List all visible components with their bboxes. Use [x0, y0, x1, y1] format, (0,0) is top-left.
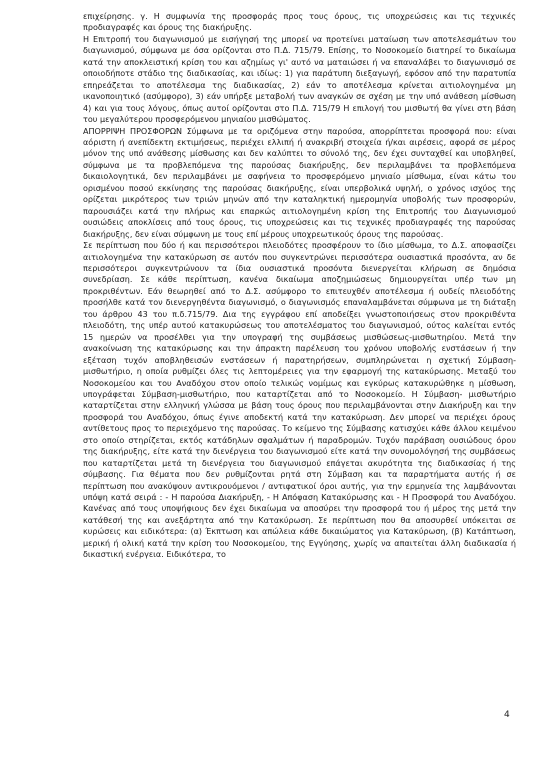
page-number: 4	[504, 710, 510, 720]
document-body	[83, 11, 516, 561]
paragraph-award-contract: Σε περίπτωση που δύο ή και περισσότεροι πλειοδότες προσφέρουν το ίδιο μίσθωμα, το Δ.Σ. αποφασίζει αιτιολογημένα την κατακύρωση σε αυτόν που συγκεντρώνει περισσότερα ουσιαστικά προσόντα, αν δε περισσότεροι συγκεντρώνουν τα ίδια ουσιαστικά προσόντα διενεργείται κλήρωση σε δημόσια συνεδρίαση. Σε κάθε περίπτωση, κανένα δικαίωμα αποζημιώσεως δημιουργείται υπέρ των μη προκριθέντων. Εάν θεωρηθεί από το Δ.Σ. ασύμφορο το επιτευχθέν αποτέλεσμα ή ουδείς πλειοδότης προσήλθε κατά τον διενεργηθέντα διαγωνισμό, ο διαγωνισμός επαναλαμβάνεται σύμφωνα με τη διάταξη του άρθρου 43 του π.δ.715/79. Δια της εγγράφου επί αποδείξει γνωστοποιήσεως στον προκριθέντα πλειοδότη, της υπέρ αυτού κατακυρώσεως του αποτελέσματος του διαγωνισμού, ούτος καλείται εντός 15 ημερών να προσέλθει για την υπογραφή της συμβάσεως μισθώσεως-μισθωτηρίου. Μετά την ανακοίνωση της κατακύρωσης και την άπρακτη παρέλευση του χρόνου υποβολής ενστάσεων ή την εξέταση τυχόν αποβληθεισών ενστάσεων ή παρατηρήσεων, συμπληρώνεται η σχετική Σύμβαση- μισθωτήριο, η οποία ρυθμίζει όλες τις λεπτομέρειες για την εφαρμογή της κατακύρωσης. Μεταξύ του Νοσοκομείου και του Αναδόχου στον οποίο τελικώς νομίμως και εγκύρως κατακυρώθηκε η μίσθωση, υπογράφεται Σύμβαση-μισθωτήριο, που καταρτίζεται από το Νοσοκομείο. Η Σύμβαση- μισθωτήριο καταρτίζεται στην ελληνική γλώσσα με βάση τους όρους που περιλαμβάνονται στην Διακήρυξη και την προσφορά του Αναδόχου, όπως έγινε αποδεκτή κατά την κατακύρωση. Δεν μπορεί να περιέχει όρους αντίθετους προς το περιεχόμενο της παρούσας. Το κείμενο της Σύμβασης κατισχύει κάθε άλλου κειμένου στο οποίο στηρίζεται, εκτός κατάδηλων σφαλμάτων ή παραδρομών. Τυχόν παράβαση ουσιώδους όρου της διακήρυξης, είτε κατά την διενέργεια του διαγωνισμού είτε κατά την συνομολόγησή της συμβάσεως που καταρτίζεται μετά τη διενέργεια του διαγωνισμού επάγεται ακυρότητα της διαδικασίας ή της σύμβασης. Για θέματα που δεν ρυθμίζονται ρητά στη Σύμβαση και τα παραρτήματα αυτής ή σε περίπτωση που ανακύψουν αντικρουόμενοι / αντιφατικοί όροι αυτής, για την ερμηνεία της λαμβάνονται υπόψη κατά σειρά : - Η παρούσα Διακήρυξη, - Η Απόφαση Κατακύρωσης και - Η Προσφορά του Αναδόχου. Κανένας από τους υποψήφιους δεν έχει δικαίωμα να αποσύρει την προσφορά του ή μέρος της μετά την κατάθεσή της και ανεξάρτητα από την Κατακύρωση. Σε περίπτωση που θα αποσυρθεί υπόκειται σε κυρώσεις και ειδικότερα: (α) Έκπτωση και απώλεια κάθε δικαιώματος για Κατακύρωση, (β) Κατάπτωση, μερική ή ολική κατά την κρίση του Νοσοκομείου, της Εγγύησης, χωρίς να απαιτείται άλλη διαδικασία ή δικαστική ενέργεια. Ειδικότερα, το	[83, 241, 516, 560]
paragraph-cancellation: Η Επιτροπή του διαγωνισμού με εισήγησή της μπορεί να προτείνει ματαίωση των αποτελεσμάτων του διαγωνισμού, σύμφωνα με όσα ορίζονται στο Π.Δ. 715/79. Επίσης, το Νοσοκομείο διατηρεί το δικαίωμα κατά την απoκλειστική κρίση του και αζημίως γι' αυτό να ματαιώσει ή να επαναλάβει το διαγωνισμό σε οποιοδήποτε στάδιο της διαδικασίας, και ιδίως: 1) για παράτυπη διεξαγωγή, εφόσον από την παρατυπία επηρεάζεται το αποτέλεσμα της διαδικασίας, 2) εάν το αποτέλεσμα κρίνεται αιτιολογημένα μη ικανοποιητικό (ασύμφορο), 3) εάν υπήρξε μεταβολή των αναγκών σε σχέση με την υπό ανάθεση μίσθωση 4) και για τους λόγους, όπως αυτοί ορίζονται στο Π.Δ. 715/79 Η επιλογή του μισθωτή θα γίνει στη βάση του μεγαλύτερου προσφερόμενου μηνιαίου μισθώματος.	[83, 34, 516, 125]
paragraph-intro: επιχείρησης. γ. Η συμφωνία της προσφοράς προς τους όρους, τις υποχρεώσεις και τις τεχνικές προδιαγραφές και όρους της διακήρυξης.	[83, 12, 516, 33]
paragraph-offer-rejection: ΑΠΟΡΡΙΨΗ ΠΡΟΣΦΟΡΩΝ Σύμφωνα με τα οριζόμενα στην παρούσα, απορρίπτεται προσφορά που: είναι αόριστη ή ανεπίδεκτη εκτιμήσεως, περιέχει ελλιπή ή ανακριβή στοιχεία ή/και αιρέσεις, αφορά σε μέρος μόνον της υπό ανάθεσης μίσθωσης και δεν καλύπτει το σύνολό της, δεν έχει συνταχθεί και υποβληθεί, σύμφωνα με τα προβλεπόμενα της παρούσας διακήρυξης, δεν περιλαμβάνει τα προβλεπόμενα δικαιολογητικά, δεν περιλαμβάνει με σαφήνεια το προσφερόμενο μηνιαίο μίσθωμα, είναι κάτω του ορισμένου ποσού εκκίνησης της παρούσας διακήρυξης, είναι υπερβολικά υψηλή, ο χρόνος ισχύος της ορίζεται μικρότερος των τριών μηνών από την καταληκτική ημερομηνία υποβολής των προσφορών, παρουσιάζει κατά την πλήρως και επαρκώς αιτιολογημένη κρίση της Επιτροπής του Διαγωνισμού ουσιώδεις αποκλίσεις από τους όρους, τις υποχρεώσεις και τις τεχνικές προδιαγραφές της παρούσας διακήρυξης, δεν είναι σύμφωνη με τους επί μέρους υποχρεωτικούς όρους της παρούσας.	[83, 126, 516, 239]
